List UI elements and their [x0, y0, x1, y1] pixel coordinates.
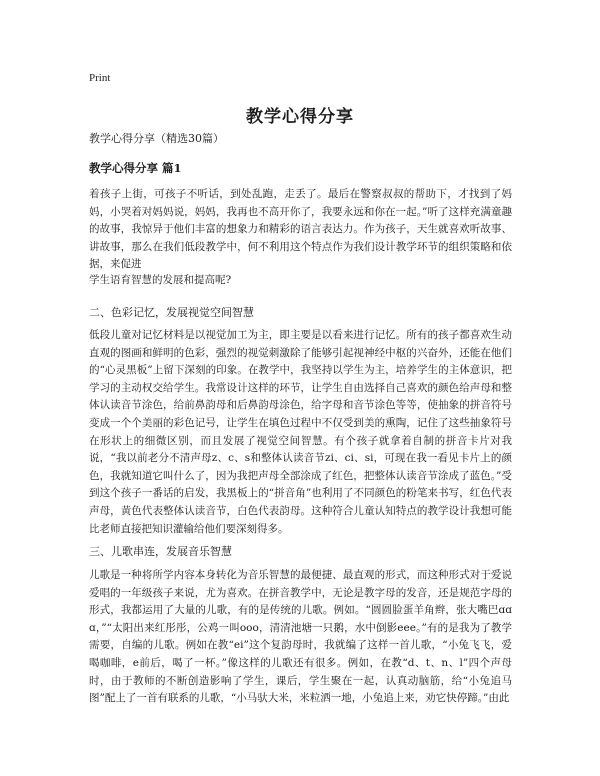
paragraph-3: 低段儿童对记忆材料是以视觉加工为主，即主要是以看来进行记忆。所有的孩子都喜欢生动直观的图画和鲜明的色彩，强烈的视觉刺激除了能够引起视神经中枢的兴奋外，还能在他们的“心灵黑板”上留下深刻的印象。在教学中，我坚持以学生为主，培养学生的主体意识，把学习的主动权交给学生。我常设计这样的环节，让学生自由选择自己喜欢的颜色给声母和整体认读音节涂色，给前鼻韵母和后鼻韵母涂色，给字母和音节涂色等等，使抽象的拼音符号变成一个个美丽的彩色记号，让学生在填色过程中不仅受到美的熏陶，记住了这些抽象符号在形状上的细微区别，而且发展了视觉空间智慧。有个孩子就拿着自制的拼音卡片对我说，“我以前老分不清声母z、c、s和整体认读音节zi、ci、si，可现在我一看见卡片上的颜色，我就知道它叫什么了，因为我把声母全部涂成了红色，把整体认读音节涂成了蓝色。”受到这个孩子一番话的启发，我黑板上的“拼音角”也利用了不同颜色的粉笔来书写，红色代表声母，黄色代表整体认读音节，白色代表韵母。这种符合儿童认知特点的教学设计我想可能比老师直接把知识灌输给他们要深刻得多。	[89, 329, 512, 535]
heading-nursery-rhyme: 三、儿歌串连，发展音乐智慧	[89, 545, 232, 558]
heading-color-memory: 二、色彩记忆，发展视觉空间智慧	[89, 306, 254, 319]
paragraph-4: 儿歌是一种将所学内容本身转化为音乐智慧的最便捷、最直观的形式，而这种形式对于爱说爱唱的一年级孩子来说，尤为喜欢。在拼音教学中，无论是教字母的发音，还是规范字母的形式，我都运用了大量的儿歌，有的是传统的儿歌。例如。“圆圆脸蛋羊角辫，张大嘴巴ɑɑɑ，”“太阳出来红彤彤，公鸡一叫ooo，清清池塘一只鹅，水中倒影eee。”有的是我为了教学需要，自编的儿歌。例如在教“ei”这个复韵母时，我就编了这样一首儿歌，“小兔飞飞，爱喝咖啡，e前后，喝了一杯。”像这样的儿歌还有很多。例如，在教“d、t、n、l”四个声母时，由于教师的不断创造影响了学生，课后，学生聚在一起，认真动脑筋，给“小兔追马图”配上了一首有联系的儿歌，“小马驮大米，米粒洒一地，小兔追上来，劝它快停蹄。”由此	[89, 569, 512, 705]
paragraph-1: 着孩子上街，可孩子不听话，到处乱跑，走丢了。最后在警察叔叔的帮助下，才找到了妈妈，小哭着对妈妈说，妈妈，我再也不高开你了，我要永远和你在一起。”听了这样充满童趣的故事，我惊异于他们丰富的想象力和精彩的语言表达力。作为孩子，天生就喜欢听故事、讲故事，那么在我们低段教学中，何不利用这个特点作为我们设计教学环节的组织策略和依据，来促进	[89, 188, 512, 271]
print-label: Print	[89, 72, 111, 84]
document-subtitle: 教学心得分享（精选30篇）	[89, 132, 224, 145]
paragraph-2: 学生语育智慧的发展和提高呢?	[89, 274, 232, 286]
section-title: 教学心得分享 篇1	[89, 161, 182, 175]
page-title: 教学心得分享	[246, 107, 354, 127]
